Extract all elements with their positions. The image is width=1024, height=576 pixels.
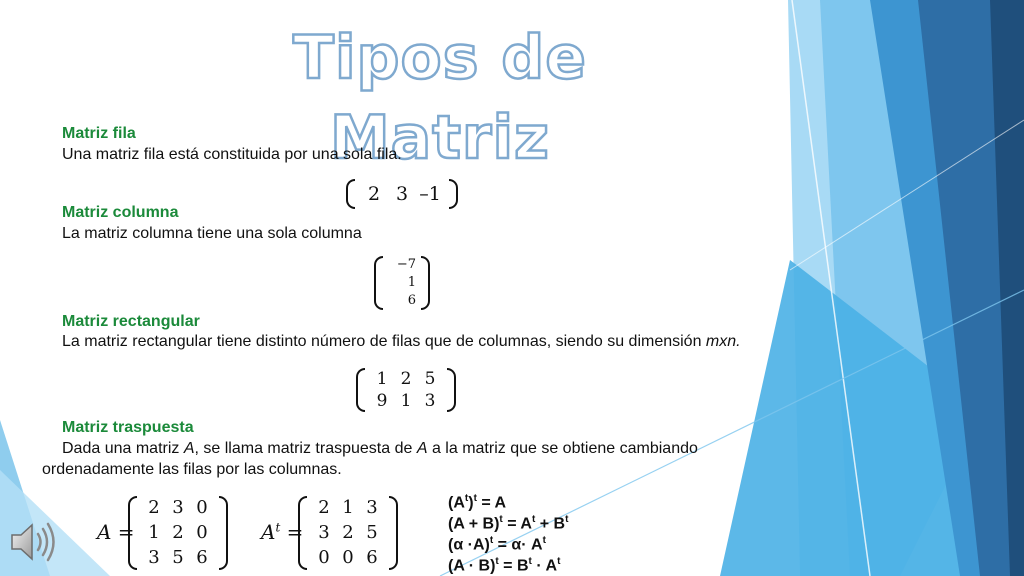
matrix-cell: 0 <box>196 521 208 543</box>
matrix-cell: 2 <box>318 497 330 519</box>
text-part: , se llama matriz traspuesta de <box>194 440 417 457</box>
prop-sup: t <box>464 493 469 504</box>
prop-part: (A + B) <box>448 515 500 533</box>
heading-matriz-traspuesta: Matriz traspuesta <box>62 419 194 436</box>
speaker-icon[interactable] <box>8 520 60 569</box>
matrix-rectangular <box>356 368 456 412</box>
prop-sup: t <box>528 556 532 567</box>
matrix-cell: 3 <box>172 497 184 519</box>
matrix-cell: 5 <box>172 546 184 568</box>
prop-part: = A <box>476 494 507 512</box>
prop-part: + B <box>535 515 566 533</box>
prop-part: ) <box>468 494 474 512</box>
dimension-var: mxn. <box>705 333 741 350</box>
property-4 <box>448 551 560 576</box>
matrix-cell: 2 <box>367 183 381 205</box>
matrix-cell: 6 <box>407 293 416 308</box>
label-eq: = <box>280 520 304 544</box>
matrix-cell: 6 <box>366 546 378 568</box>
prop-sup: t <box>565 514 569 525</box>
prop-part: (α ·A) <box>448 536 490 554</box>
matrix-cell: 3 <box>424 391 436 411</box>
heading-matriz-fila: Matriz fila <box>62 125 136 142</box>
matrix-a <box>128 496 228 570</box>
matrix-cell: 3 <box>366 497 378 519</box>
matrix-cell: 9 <box>376 391 388 411</box>
matrix-cell: 1 <box>342 497 354 519</box>
prop-part: = α· A <box>493 536 543 554</box>
matrix-cell: 0 <box>342 546 354 568</box>
heading-matriz-columna: Matriz columna <box>62 204 179 221</box>
prop-sup: t <box>557 556 561 567</box>
matrix-cell: 5 <box>366 521 378 543</box>
matrix-cell: 2 <box>148 497 160 519</box>
prop-part: (A <box>448 494 465 512</box>
prop-sup: t <box>495 556 499 567</box>
matrix-cell: 3 <box>148 546 160 568</box>
text-matriz-fila: Una matriz fila está constituida por una sola fila. <box>62 146 402 163</box>
matrix-at <box>298 496 398 570</box>
text-part: La matriz rectangular tiene distinto número de filas que de columnas, siendo su dimensión <box>62 333 702 350</box>
matrix-a-label: A = <box>97 520 135 544</box>
matrix-cell: 1 <box>148 521 160 543</box>
prop-part: (A · B) <box>448 557 496 575</box>
text-matriz-rectangular <box>62 332 741 352</box>
label-a: A <box>261 520 276 544</box>
matrix-cell: 1 <box>400 391 412 411</box>
prop-part: · A <box>531 557 558 575</box>
matrix-cell: –1 <box>419 183 441 205</box>
text-part: a la matriz que se obtiene cambiando <box>427 440 698 457</box>
matrix-cell: 2 <box>172 521 184 543</box>
heading-matriz-rectangular: Matriz rectangular <box>62 313 200 330</box>
matrix-cell: 0 <box>196 497 208 519</box>
var-a: A <box>183 440 195 457</box>
text-part: Dada una matriz <box>62 440 184 457</box>
slide-title: Tipos de Matriz <box>293 23 587 173</box>
matrix-fila <box>346 179 458 209</box>
matrix-cell: −7 <box>396 257 416 272</box>
prop-sup: t <box>489 535 494 546</box>
text-matriz-columna: La matriz columna tiene una sola columna <box>62 225 362 242</box>
matrix-cell: 2 <box>400 369 412 389</box>
prop-sup: t <box>531 514 536 525</box>
matrix-cell: 0 <box>318 546 330 568</box>
prop-part: = B <box>498 557 529 575</box>
text-matriz-traspuesta-line2: ordenadamente las filas por las columnas. <box>42 461 342 478</box>
prop-sup: t <box>473 493 477 504</box>
matrix-cell: 1 <box>376 369 388 389</box>
matrix-cell: 2 <box>342 521 354 543</box>
prop-part: = A <box>502 515 532 533</box>
matrix-cell: 1 <box>407 275 416 290</box>
matrix-cell: 5 <box>424 369 436 389</box>
var-a: A <box>416 440 428 457</box>
text-matriz-traspuesta <box>62 439 698 459</box>
matrix-cell: 3 <box>395 183 409 205</box>
prop-sup: t <box>499 514 503 525</box>
label-sup: t <box>275 520 281 535</box>
matrix-cell: 6 <box>196 546 208 568</box>
matrix-cell: 3 <box>318 521 330 543</box>
matrix-columna <box>374 256 430 310</box>
prop-sup: t <box>542 535 546 546</box>
